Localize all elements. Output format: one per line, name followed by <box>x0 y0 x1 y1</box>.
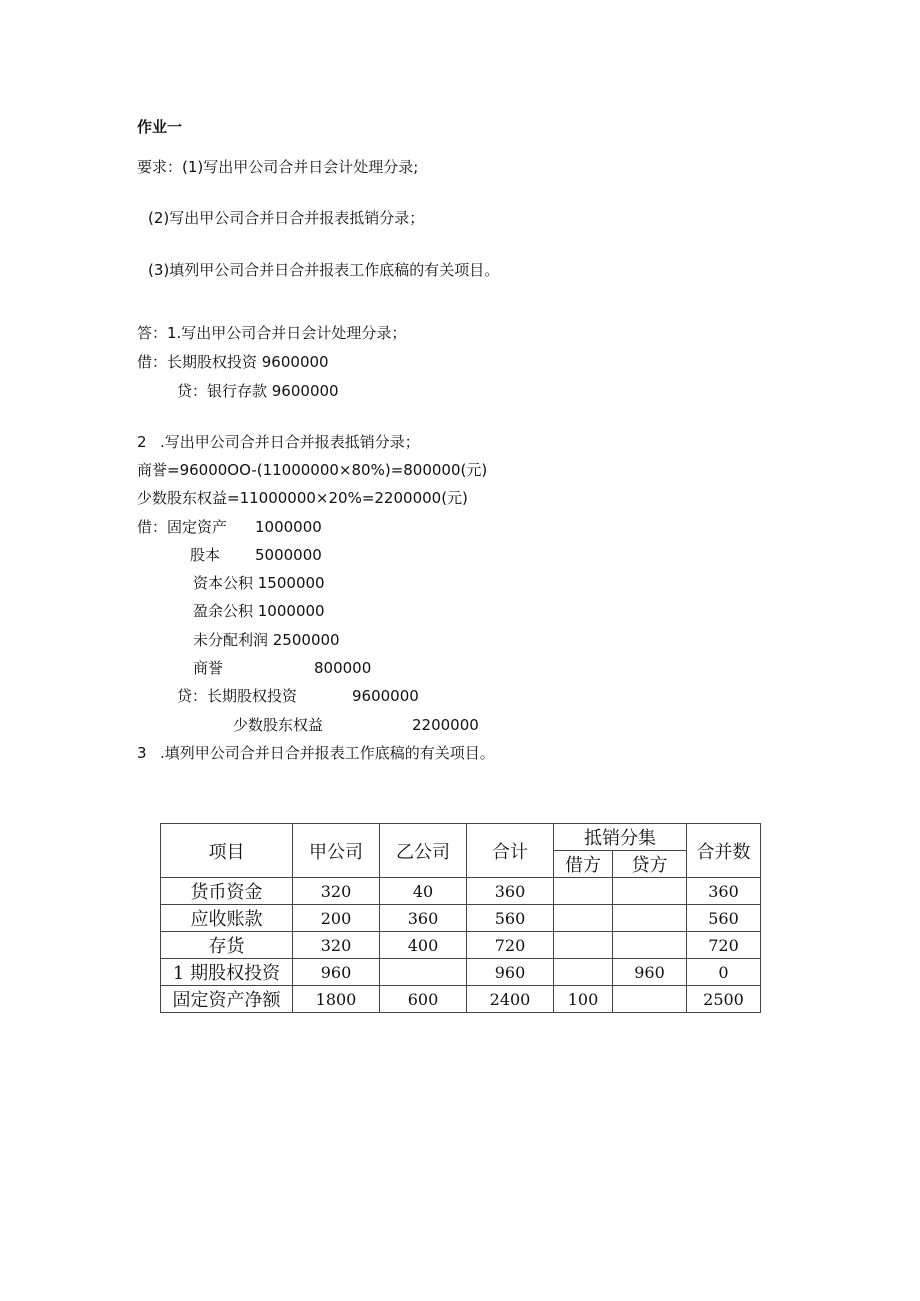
cell-company-a: 960 <box>293 959 380 986</box>
table-row <box>161 932 761 959</box>
cell-credit <box>613 932 687 959</box>
cell-credit <box>613 878 687 905</box>
cell-company-b: 360 <box>380 905 467 932</box>
cell-debit: 100 <box>554 986 613 1013</box>
header-company-b: 乙公司 <box>380 824 467 878</box>
cell-company-b: 600 <box>380 986 467 1013</box>
cell-consolidated: 0 <box>687 959 761 986</box>
elim-credit-amount: 9600000 <box>352 687 419 705</box>
row-item: 货币资金 <box>161 878 293 905</box>
step3-title: .填列甲公司合并日合并报表工作底稿的有关项目。 <box>160 744 495 762</box>
cell-company-a: 320 <box>293 878 380 905</box>
requirement-3: (3)填列甲公司合并日合并报表工作底稿的有关项目。 <box>148 261 500 279</box>
requirement-1: 要求：(1)写出甲公司合并日会计处理分录; <box>137 158 419 176</box>
elim-debit-label: 借：固定资产 <box>137 518 228 536</box>
cell-total: 360 <box>467 878 554 905</box>
step3-number: 3 <box>137 744 147 762</box>
page-title: 作业一 <box>137 118 183 136</box>
cell-total: 560 <box>467 905 554 932</box>
goodwill-calculation: 商誉=96000OO-(11000000×80%)=800000(元) <box>137 461 488 479</box>
step2-number: 2 <box>137 433 147 451</box>
elim-debit-amount: 1000000 <box>255 518 322 536</box>
cell-company-b: 40 <box>380 878 467 905</box>
cell-credit <box>613 905 687 932</box>
cell-total: 960 <box>467 959 554 986</box>
header-debit: 借方 <box>554 851 613 878</box>
header-consolidated: 合并数 <box>687 824 761 878</box>
cell-total: 720 <box>467 932 554 959</box>
header-elimination: 抵销分集 <box>554 824 687 851</box>
step2-title: .写出甲公司合并日合并报表抵销分录； <box>160 433 420 451</box>
cell-credit <box>613 986 687 1013</box>
row-item: 1 期股权投资 <box>161 959 293 986</box>
answer-intro: 答：1.写出甲公司合并日会计处理分录； <box>137 324 407 342</box>
consolidation-worksheet-table <box>160 823 761 1013</box>
cell-debit <box>554 905 613 932</box>
header-credit: 贷方 <box>613 851 687 878</box>
table-row <box>161 986 761 1013</box>
elim-credit2-label: 少数股东权益 <box>233 716 324 734</box>
row-item: 应收账款 <box>161 905 293 932</box>
cell-company-b <box>380 959 467 986</box>
cell-company-a: 200 <box>293 905 380 932</box>
elim-line-name: 资本公积 1500000 <box>193 574 325 592</box>
cell-company-a: 320 <box>293 932 380 959</box>
table-row <box>161 878 761 905</box>
entry1-credit: 贷：银行存款 9600000 <box>177 382 339 400</box>
elim-line-name: 未分配利润 2500000 <box>193 631 340 649</box>
row-item: 固定资产净额 <box>161 986 293 1013</box>
cell-credit: 960 <box>613 959 687 986</box>
cell-total: 2400 <box>467 986 554 1013</box>
cell-company-a: 1800 <box>293 986 380 1013</box>
entry1-debit: 借：长期股权投资 9600000 <box>137 353 329 371</box>
cell-debit <box>554 878 613 905</box>
elim-line-amount: 5000000 <box>255 546 322 564</box>
row-item: 存货 <box>161 932 293 959</box>
elim-line-name: 盈余公积 1000000 <box>193 602 325 620</box>
cell-consolidated: 2500 <box>687 986 761 1013</box>
cell-consolidated: 360 <box>687 878 761 905</box>
elim-credit2-amount: 2200000 <box>412 716 479 734</box>
table-row <box>161 905 761 932</box>
cell-company-b: 400 <box>380 932 467 959</box>
requirement-2: (2)写出甲公司合并日合并报表抵销分录； <box>148 209 425 227</box>
elim-line-name: 股本 <box>190 546 221 564</box>
elim-credit-label: 贷：长期股权投资 <box>177 687 298 705</box>
cell-consolidated: 720 <box>687 932 761 959</box>
table-row <box>161 959 761 986</box>
cell-debit <box>554 959 613 986</box>
header-item: 项目 <box>161 824 293 878</box>
minority-interest-calculation: 少数股东权益=11000000×20%=2200000(元) <box>137 489 468 507</box>
elim-line-amount: 800000 <box>314 659 372 677</box>
cell-debit <box>554 932 613 959</box>
elim-line-name: 商誉 <box>193 659 224 677</box>
header-company-a: 甲公司 <box>293 824 380 878</box>
cell-consolidated: 560 <box>687 905 761 932</box>
header-total: 合计 <box>467 824 554 878</box>
